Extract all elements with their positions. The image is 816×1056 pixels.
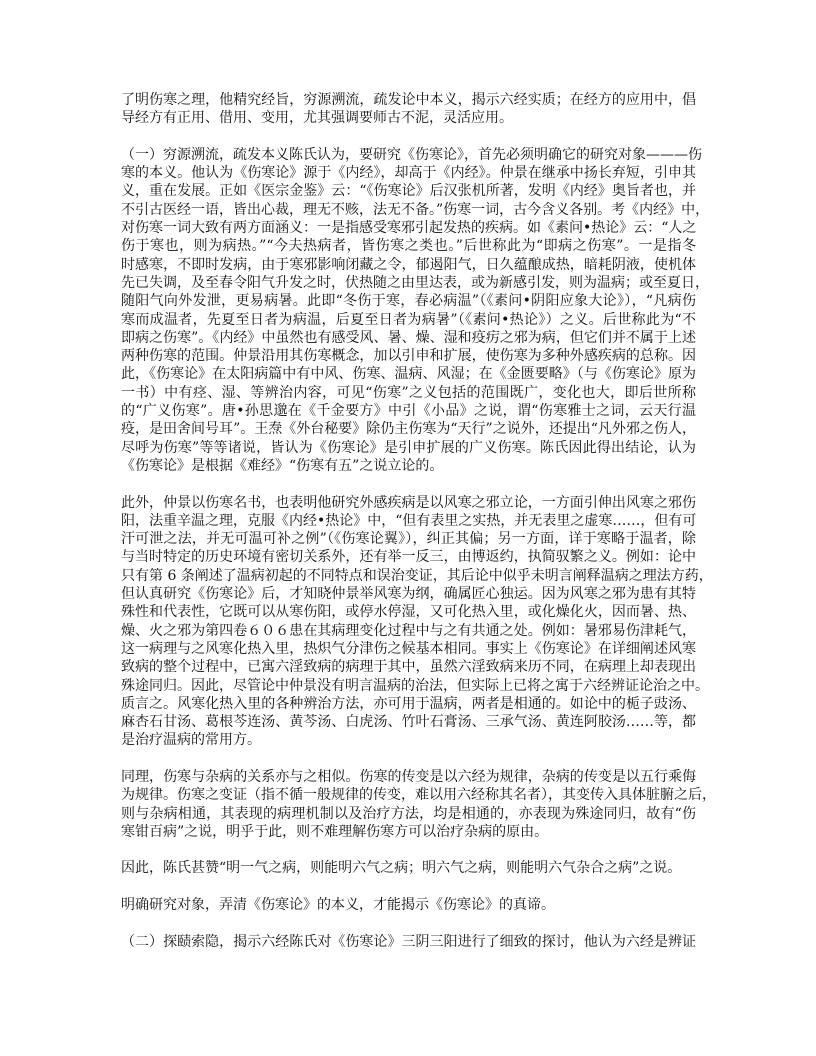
text-line: 但认真研究《伤寒论》后，才知晓仲景举风寒为纲，确属匠心独运。因为风寒之邪为患有其特 — [121, 586, 696, 603]
text-line: 不引古医经一语，皆出心裁，理无不赅，法无不备。”伤寒一词，古今含义各别。考《内经》中， — [121, 201, 710, 218]
text-line: 寒钳百病”之说，明乎于此，则不难理解伤寒方可以治疗杂病的原由。 — [121, 823, 549, 840]
text-line: 殊途同归。因此，尽管论中仲景没有明言温病的治法，但实际上已将之寓于六经辨证论治之中。 — [121, 677, 709, 694]
paragraph — [121, 91, 696, 128]
text-line: 此外，仲景以伤寒名书，也表明他研究外感疾病是以风寒之邪立论，一方面引伸出风寒之邪伤 — [121, 494, 696, 511]
paragraph — [121, 859, 696, 877]
text-line: 伤于寒也，则为病热。”“今夫热病者，皆伤寒之类也。”后世称此为“即病之伤寒”。一是指冬 — [121, 238, 696, 255]
document-body — [121, 91, 716, 969]
text-line: 两种伤寒的范围。仲景沿用其伤寒概念，加以引申和扩展，使伤寒为多种外感疾病的总称。因 — [121, 348, 696, 365]
text-line: 明确研究对象，弄清《伤寒论》的本义，才能揭示《伤寒论》的真谛。 — [121, 897, 555, 914]
text-line: 致病的整个过程中，已寓六淫致病的病理于其中，虽然六淫致病来历不同，在病理上却表现出 — [121, 659, 696, 676]
text-line: 燥、火之邪为第四卷６０６患在其病理变化过程中与之有共通之处。例如：暑邪易伤津耗气， — [121, 622, 696, 639]
text-line: 质言之。风寒化热入里的各种辨治方法，亦可用于温病，两者是相通的。如论中的栀子豉汤、 — [121, 695, 696, 712]
text-line: 寒而成温者，先夏至日者为病温，后夏至日者为病暑”（《素问•热论》）之义。后世称此为“不 — [121, 311, 696, 328]
text-line: 的“广义伤寒”。唐•孙思邈在《千金要方》中引《小品》之说，谓“伤寒雅士之词，云天行温 — [121, 403, 696, 420]
text-line: 先已失调，及至春令阳气升发之时，伏热随之由里达表，或为新感引发，则为温病；或至夏日， — [121, 274, 709, 291]
text-line: （二）探赜索隐，揭示六经陈氏对《伤寒论》三阴三阳进行了细致的探讨，他认为六经是辨证 — [121, 933, 696, 950]
text-line: 对伤寒一词大致有两方面涵义：一是指感受寒邪引起发热的疾病。如《素问•热论》云：“人之 — [121, 220, 697, 237]
text-line: 因此，陈氏甚赞“明一气之病，则能明六气之病；明六气之病，则能明六气杂合之病”之说。 — [121, 860, 682, 877]
text-line: 汗可泄之法，并无可温可补之例”（《伤寒论翼》），纠正其偏；另一方面，详于寒略于温者，除 — [121, 531, 696, 548]
paragraph — [121, 768, 716, 841]
text-line: 时感寒，不即时发病，由于寒邪影响闭藏之令，郁遏阳气，日久蕴酿成热，暗耗阴液，使机体 — [121, 256, 696, 273]
text-line: 则与杂病相通，其表现的病理机制以及治疗方法，均是相通的，亦表现为殊途同归，故有“伤 — [121, 805, 696, 822]
text-line: 《伤寒论》是根据《难经》“伤寒有五”之说立论的。 — [121, 457, 444, 474]
text-line: 只有第 6 条阐述了温病初起的不同特点和误治变证，其后论中似乎未明言阐释温病之理法方药， — [121, 567, 713, 584]
text-line: 阳，法重辛温之理，克服《内经•热论》中，“但有表里之实热，并无表里之虚寒……，但有可 — [121, 512, 697, 529]
text-line: 一书）中有痉、湿、等辨治内容，可见“伤寒”之义包括的范围既广，变化也大，即后世所称 — [121, 384, 696, 401]
paragraph — [121, 146, 710, 475]
text-line: 是治疗温病的常用方。 — [121, 732, 261, 749]
text-line: 了明伤寒之理，他精究经旨，穷源溯流，疏发论中本义，揭示六经实质；在经方的应用中，倡 — [121, 92, 696, 108]
text-line: 随阳气向外发泄，更易病暑。此即“冬伤于寒，春必病温”（《素问•阴阳应象大论》），“凡病伤 — [121, 293, 696, 310]
text-line: 同理，伤寒与杂病的关系亦与之相似。伤寒的传变是以六经为规律，杂病的传变是以五行乘侮 — [121, 768, 696, 785]
text-line: 疫，是田舍间号耳”。王焘《外台秘要》除仍主伤寒为“天行”之说外，还提出“凡外邪之伤人， — [121, 421, 696, 438]
text-line: 殊性和代表性，它既可以从寒伤阳，或停水停湿，又可化热入里，或化燥化火，因而暑、热、 — [121, 604, 696, 621]
paragraph — [121, 494, 713, 750]
text-line: 这一病理与之风寒化热入里，热炽气分津伤之候基本相同。事实上《伤寒论》在详细阐述风寒 — [121, 640, 696, 657]
paragraph — [121, 933, 696, 951]
text-line: 义，重在发展。正如《医宗金鉴》云：“《伤寒论》后汉张机所著，发明《内经》奥旨者也，并 — [121, 183, 696, 200]
text-line: 与当时特定的历史环境有密切关系外，还有举一反三，由博返约，执简驭繁之义。例如：论中 — [121, 549, 696, 566]
text-line: 导经方有正用、借用、变用，尤其强调要师古不泥，灵活应用。 — [121, 110, 513, 127]
text-line: 尽呼为伤寒”等等诸说，皆认为《伤寒论》是引申扩展的广义伤寒。陈氏因此得出结论，认为 — [121, 439, 696, 456]
text-line: 即病之伤寒”。《内经》中虽然也有感受风、暑、燥、湿和疫疠之邪为病，但它们并不属于上述 — [121, 329, 696, 346]
paragraph — [121, 896, 696, 914]
text-line: 麻杏石甘汤、葛根芩连汤、黄芩汤、白虎汤、竹叶石膏汤、三承气汤、黄连阿胶汤……等，都 — [121, 714, 696, 731]
text-line: 寒的本义。他认为《伤寒论》源于《内经》，却高于《内经》。仲景在继承中扬长弃短，引申其 — [121, 165, 696, 182]
text-line: 为规律。伤寒之变证（指不循一般规律的传变，难以用六经称其名者），其变传入具体脏腑之后， — [121, 787, 716, 804]
text-line: 此，《伤寒论》在太阳病篇中有中风、伤寒、温病、风湿；在《金匮要略》（与《伤寒论》原为 — [121, 366, 696, 383]
text-line: （一）穷源溯流，疏发本义陈氏认为，要研究《伤寒论》，首先必须明确它的研究对象———伤 — [121, 146, 702, 163]
